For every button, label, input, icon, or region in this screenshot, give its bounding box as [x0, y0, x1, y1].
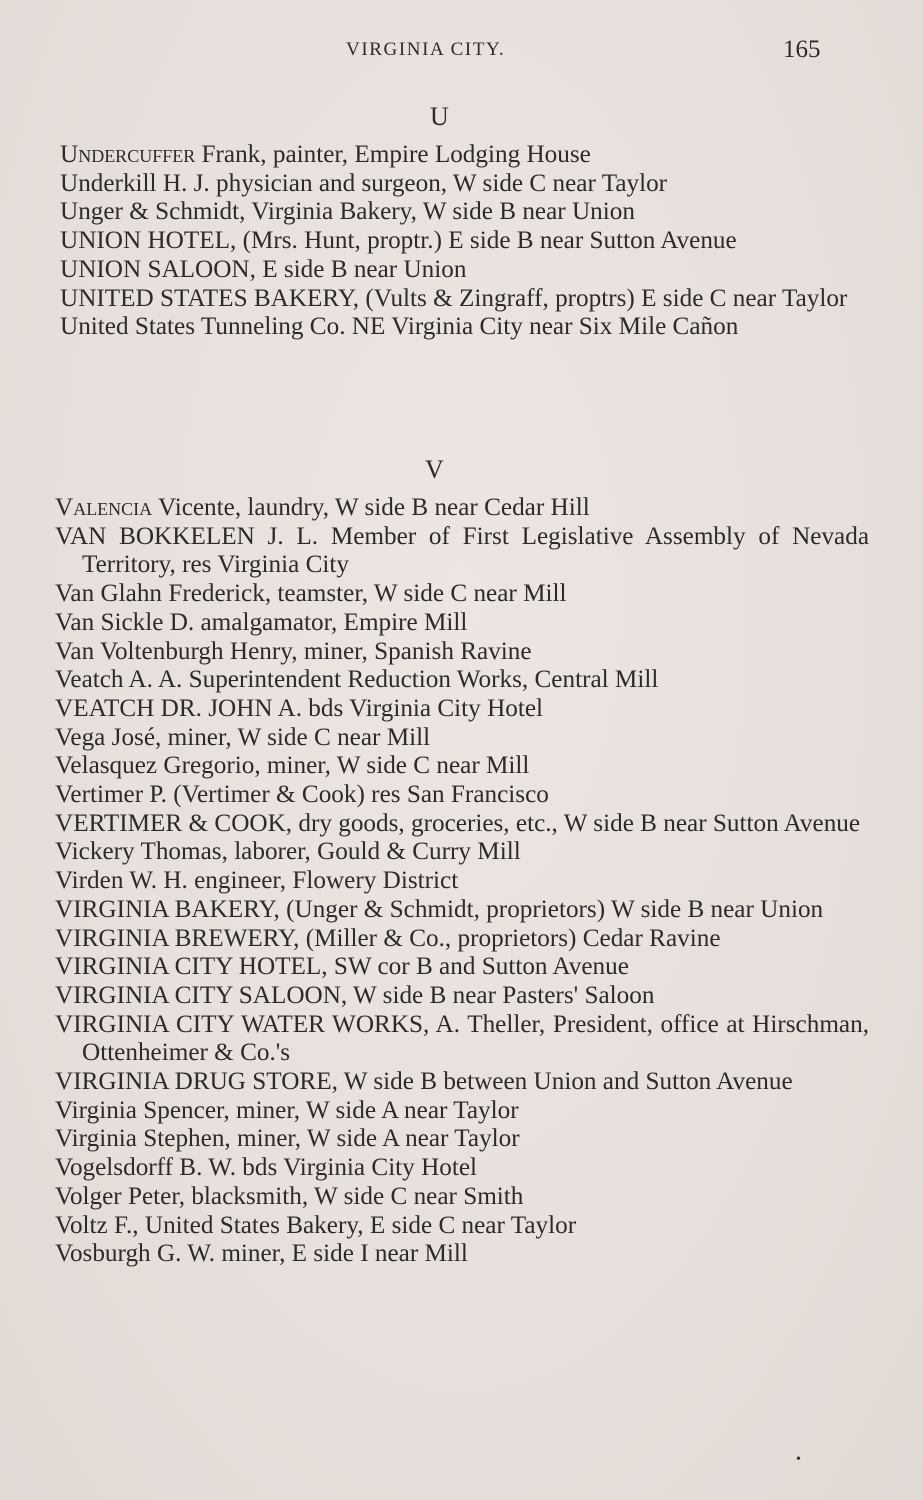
section-letter-v: V — [425, 455, 444, 484]
section-letter-u: U — [430, 102, 449, 131]
section-v-entries — [0, 494, 923, 1269]
directory-entry: VERTIMER & COOK, dry goods, groceries, etc., W side B near Sutton Avenue — [55, 809, 861, 837]
directory-entry: Virden W. H. engineer, Flowery District — [55, 867, 459, 895]
directory-entry: Veatch A. A. Superintendent Reduction Works, Central Mill — [55, 666, 659, 694]
directory-entry: Vogelsdorff B. W. bds Virginia City Hotel — [55, 1154, 478, 1182]
directory-entry: Velasquez Gregorio, miner, W side C near Mill — [55, 752, 530, 780]
directory-entry: Van Voltenburgh Henry, miner, Spanish Ravine — [55, 637, 532, 665]
directory-entry: Vosburgh G. W. miner, E side I near Mill — [55, 1240, 468, 1268]
directory-entry: VIRGINIA DRUG STORE, W side B between Union and Sutton Avenue — [55, 1068, 793, 1096]
directory-entry: Volger Peter, blacksmith, W side C near Smith — [55, 1182, 524, 1210]
ink-speck: • — [796, 1452, 801, 1467]
running-header — [0, 36, 923, 66]
directory-entry: Vega José, miner, W side C near Mill — [55, 723, 431, 751]
directory-entry: United States Tunneling Co. NE Virginia City near Six Mile Cañon — [60, 313, 739, 341]
directory-entry: Vertimer P. (Vertimer & Cook) res San Francisco — [55, 781, 549, 809]
directory-entry: UNION SALOON, E side B near Union — [60, 255, 467, 283]
directory-entry: VAN BOKKELEN J. L. Member of First Legislative Assembly of Nevada Territory, res Virginia City — [55, 522, 869, 579]
directory-entry: VIRGINIA CITY WATER WORKS, A. Theller, President, office at Hirschman, Ottenheimer & Co.'s — [55, 1010, 869, 1067]
directory-entry: VIRGINIA CITY HOTEL, SW cor B and Sutton Avenue — [55, 953, 629, 981]
directory-entry: Voltz F., United States Bakery, E side C near Taylor — [55, 1211, 577, 1239]
directory-entry: VIRGINIA CITY SALOON, W side B near Pasters' Saloon — [55, 981, 655, 1009]
directory-entry: Vickery Thomas, laborer, Gould & Curry Mill — [55, 838, 521, 866]
page-number: 165 — [783, 36, 821, 63]
directory-entry: UNITED STATES BAKERY, (Vults & Zingraff, proptrs) E side C near Taylor — [60, 284, 848, 312]
directory-entry: VIRGINIA BAKERY, (Unger & Schmidt, proprietors) W side B near Union — [55, 895, 824, 923]
directory-entry: Unger & Schmidt, Virginia Bakery, W side B near Union — [60, 198, 635, 226]
running-title: VIRGINIA CITY. — [346, 39, 506, 60]
directory-entry: Virginia Stephen, miner, W side A near Taylor — [55, 1125, 520, 1153]
directory-entry: UNION HOTEL, (Mrs. Hunt, proptr.) E side B near Sutton Avenue — [60, 227, 737, 255]
directory-entry: Van Glahn Frederick, teamster, W side C near Mill — [55, 580, 567, 608]
directory-entry: Virginia Spencer, miner, W side A near Taylor — [55, 1096, 519, 1124]
directory-entry: Underkill H. J. physician and surgeon, W side C near Taylor — [60, 169, 668, 197]
directory-entry: Van Sickle D. amalgamator, Empire Mill — [55, 608, 468, 636]
directory-entry: VEATCH DR. JOHN A. bds Virginia City Hotel — [55, 694, 544, 722]
directory-entry: Valencia Vicente, laundry, W side B near Cedar Hill — [55, 494, 590, 521]
section-u-entries — [0, 141, 923, 342]
directory-entry: VIRGINIA BREWERY, (Miller & Co., proprietors) Cedar Ravine — [55, 924, 721, 952]
directory-entry: Undercuffer Frank, painter, Empire Lodging House — [60, 141, 591, 168]
